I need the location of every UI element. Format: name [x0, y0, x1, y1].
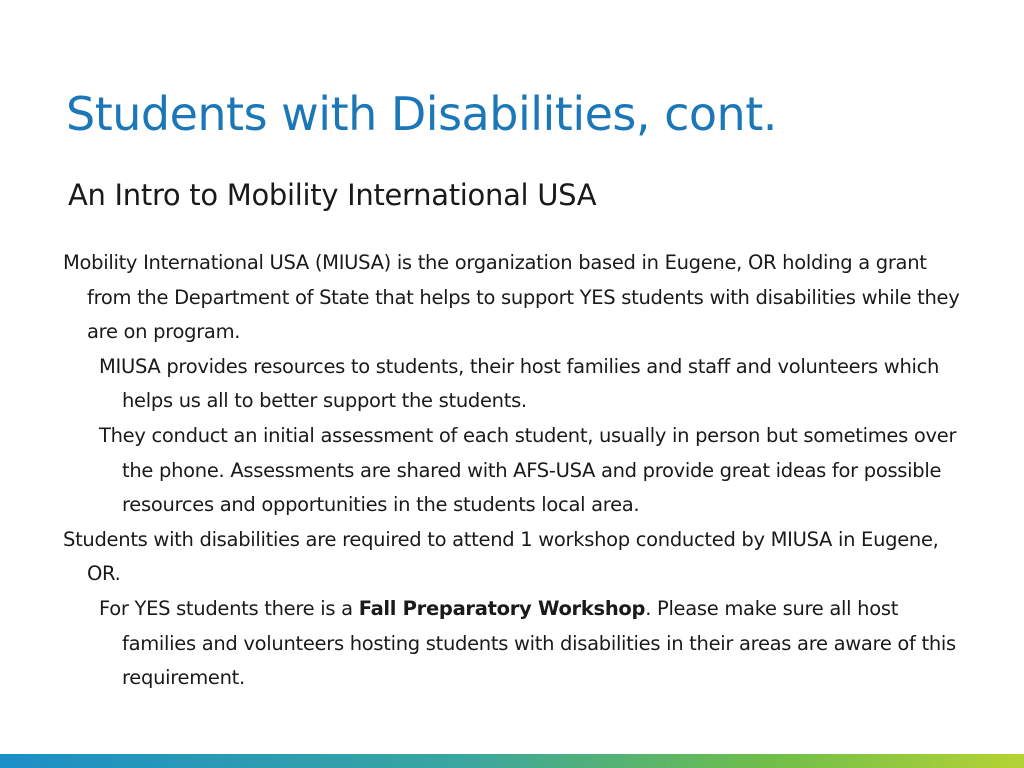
slide-title: Students with Disabilities, cont. [66, 87, 777, 141]
bullet-miusa-intro: Mobility International USA (MIUSA) is the organization based in Eugene, OR holding a grant from the Department of State that helps to support YES students with disabilities while they are on program. [63, 251, 960, 344]
slide-body [63, 246, 963, 696]
bullet-miusa-resources: MIUSA provides resources to students, their host families and staff and volunteers which helps us all to better support the students. [99, 354, 940, 413]
bottom-gradient-bar [0, 754, 1024, 768]
fall-workshop-pre-text: For YES students there is a [99, 596, 359, 620]
bullet-workshop-requirement: Students with disabilities are required to attend 1 workshop conducted by MIUSA in Eugene, OR. [63, 527, 939, 586]
bullet-fall-workshop [63, 592, 963, 696]
slide-subtitle: An Intro to Mobility International USA [68, 178, 597, 212]
fall-workshop-name: Fall Preparatory Workshop [358, 596, 646, 620]
bullet-miusa-assessment: They conduct an initial assessment of each student, usually in person but sometimes over the phone. Assessments are shared with AFS-USA and provide great ideas for possible resources and opportunities in the students local area. [99, 423, 957, 517]
fall-workshop-post-text: . Please make sure all host families and volunteers hosting students with disabilities in their areas are aware of this requirement. [122, 596, 956, 690]
